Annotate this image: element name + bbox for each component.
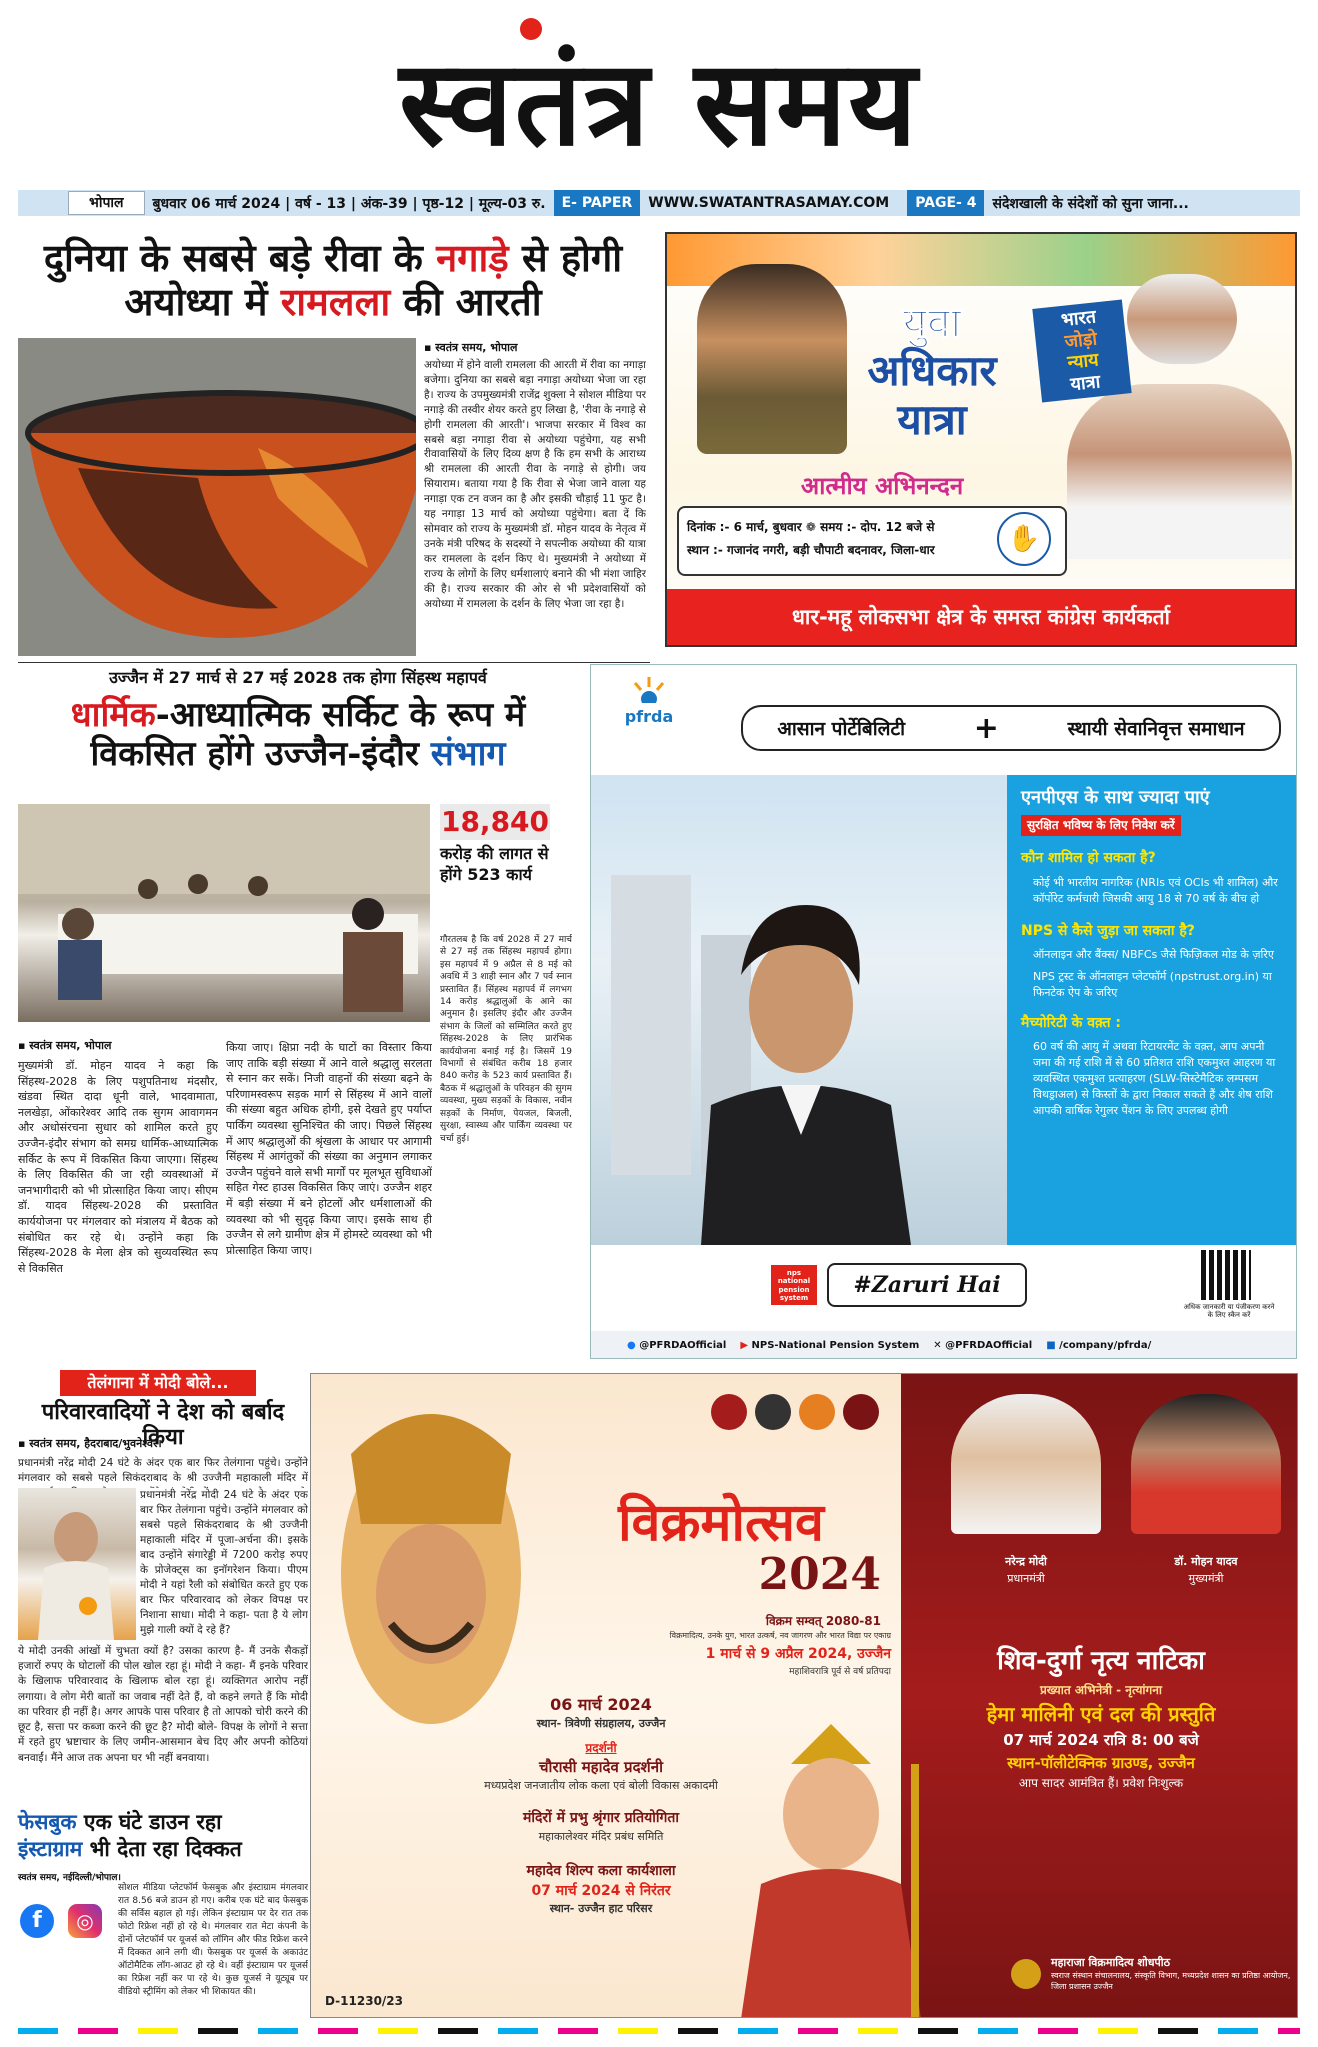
cm-caption: डॉ. मोहन यादव मुख्यमंत्री bbox=[1174, 1555, 1238, 1585]
story2-sidebar: गौरतलब है कि वर्ष 2028 में 27 मार्च से 27 मई तक सिंहस्थ महापर्व होगा। इस महापर्व में 9 अप्रैल से 8 मई को अवधि में 3 शाही स्नान और 7 पर्व स्नान प्रस्तावित हैं। सिंहस्थ महापर्व में लगभग 14 करोड़ श्रद्धालुओं के आने का अनुमान है। इसलिए इंदौर और उज्जैन संभाग के जिलों को सम्मिलित करते हुए सिंहस्थ-2028 के लिए प्रारंभिक कार्ययोजना बनाई गई है। जिसमें 19 विभागों से संबंधित करीब 18 हजार 840 करोड़ के 523 कार्य प्रस्तावित हैं। बैठक में श्रद्धालुओं के परिवहन की सुगम व्यवस्था, मुख्य सड़कों के विकास, नवीन सड़कों के निर्माण, पेयजल, बिजली, सुरक्षा, स्वास्थ्य और पार्किंग व्यवस्था पर चर्चा हुई। bbox=[440, 935, 572, 1144]
nps-a2-1: ऑनलाइन और बैंक्स/ NBFCs जैसे फिज़िकल मोड के ज़रिए bbox=[1033, 947, 1274, 961]
hand-symbol-icon: ✋ bbox=[997, 512, 1051, 566]
story4-headline: फेसबुक एक घंटे डाउन रहा इंस्टाग्राम भी देता रहा दिक्कत bbox=[18, 1809, 242, 1862]
shodhpeeth-logo-icon bbox=[1011, 1959, 1041, 1989]
story2-body-col1: मुख्यमंत्री डॉ. मोहन यादव ने कहा कि सिंहस्थ-2028 के लिए पशुपतिनाथ मंदसौर, खंडवा स्थित दादा धूनी वाले, भादवामाता, नलखेड़ा, ओंकारेश्वर आदि तक सुगम आवागमन और अधोसंरचना सुधार को शामिल करते हुए उज्जैन-इंदौर संभाग को समग्र धार्मिक-आध्यात्मिक सर्किट के रूप में विकसित किया जाएगा। सिंहस्थ के लिए विकसित की जा रही व्यवस्थाओं में जनभागीदारी को भी प्रोत्साहित किया जाए। सीएम डॉ. यादव सिंहस्थ-2028 की प्रस्तावित कार्ययोजना पर मंगलवार को मंत्रालय में बैठक को संबोधित कर रहे थे। उन्होंने कहा कि सिंहस्थ-2028 के मेला क्षेत्र को सुव्यवस्थित रूप से विकसित bbox=[18, 1059, 218, 1275]
color-registration-strip bbox=[18, 2028, 1300, 2034]
story3-headline: परिवारवादियों ने देश को बर्बाद किया bbox=[41, 1399, 285, 1451]
leader-photo-right bbox=[1067, 384, 1292, 559]
logos-row bbox=[711, 1394, 891, 1440]
model-illustration bbox=[591, 775, 1007, 1245]
leader-photo-top-right bbox=[1127, 274, 1237, 364]
info-bar bbox=[18, 190, 1300, 216]
issue-info: बुधवार 06 मार्च 2024 | वर्ष - 13 | अंक-39 | पृष्ठ-12 | मूल्य-03 रु. bbox=[152, 195, 546, 212]
nps-info-panel bbox=[1007, 775, 1297, 1245]
epaper-label[interactable]: E- PAPER bbox=[554, 190, 641, 216]
emblem-icon bbox=[711, 1394, 747, 1430]
story1-headline: दुनिया के सबसे बड़े रीवा के नगाड़े से होगी अयोध्या में रामलला की आरती bbox=[43, 235, 623, 324]
stat-text: करोड़ की लागत से होंगे 523 कार्य bbox=[440, 844, 549, 884]
event-details-box: दिनांक :- 6 मार्च, बुधवार ❁ समय :- दोप. 12 बजे से स्थान :- गजानंद नगरी, बड़ी चौपाटी बदनावर, जिला-धार bbox=[677, 506, 1067, 576]
linkedin-link[interactable]: ■ /company/pfrda/ bbox=[1046, 1339, 1152, 1351]
story4-body: सोशल मीडिया प्लेटफॉर्म फेसबुक और इंस्टाग्राम मंगलवार रात 8.56 बजे डाउन हो गए। करीब एक घंटे बाद फेसबुक की सर्विस बहाल हो गई। लेकिन इंस्टाग्राम पर देर रात तक फोटो रिफ्रेश नहीं हो रहे थे। मंगलवार रात मेटा कंपनी के दोनों प्लेटफॉर्म पर यूजर्स को लॉगिन और फीड रिफ्रेश करने में दिक्कत आने लगी थी। फेसबुक पर यूजर्स के अकाउंट ऑटोमैटिक लॉग-आउट हो रहे थे। वहीं इंस्टाग्राम पर यूजर्स का रिफ्रेश नहीं कर पा रहे थे। कुछ यूजर्स ने यूट्यूब पर वीडियो स्ट्रीमिंग को लेकर भी शिकायत की। bbox=[118, 1883, 308, 1998]
pfrda-logo: pfrda bbox=[621, 675, 677, 725]
pfrda-sun-icon bbox=[629, 675, 669, 703]
festival-dates: 1 मार्च से 9 अप्रैल 2024, उज्जैन bbox=[705, 1646, 891, 1662]
facebook-icon: f bbox=[20, 1904, 54, 1938]
teaser-headline[interactable]: संदेशखाली के संदेशों को सुना जाना... bbox=[992, 195, 1189, 212]
nps-a3: 60 वर्ष की आयु में अथवा रिटायरमेंट के वक़्त, आप अपनी जमा की गई राशि में से 60 प्रतिशत राशि एकमुश्त आहरण या व्यवस्थित एकमुश्त प्रत्याहरण (SLW-सिस्टेमैटिक लम्पसम विथड्राअल) से किस्तों के द्वारा निकाल सकते हैं और शेष राशि आपकी वार्षिक रेगुलर पेंशन के लिए उपलब्ध होगी bbox=[1033, 1040, 1276, 1117]
nps-heading: एनपीएस के साथ ज्यादा पाएं bbox=[1021, 787, 1210, 808]
zaruri-hai-hashtag: #Zaruri Hai bbox=[827, 1263, 1027, 1307]
cm-photo bbox=[1131, 1394, 1281, 1534]
stat-number: 18,840 bbox=[440, 805, 550, 838]
nagada-illustration bbox=[18, 338, 416, 656]
bharat-jodo-badge: भारत जोड़ो न्याय यात्रा bbox=[1032, 300, 1131, 403]
youtube-icon: ▶ bbox=[740, 1339, 749, 1351]
seal-icon bbox=[755, 1394, 791, 1430]
congress-ad bbox=[665, 232, 1297, 647]
x-link[interactable]: ✕ @PFRDAOfficial bbox=[933, 1339, 1033, 1351]
story1-body: अयोध्या में होने वाली रामलला की आरती में रीवा का नगाड़ा बजेगा। दुनिया का सबसे बड़ा नगाड़ा अयोध्या भेजा जा रहा है। राज्य के उपमुख्यमंत्री राजेंद्र शुक्ला ने सोशल मीडिया पर नगाड़े की तस्वीर शेयर करते हुए लिखा है, 'रीवा के नगाड़े से होगी रामलला की आरती'। भाजपा सरकार में विश्व का सबसे बड़ा नगाड़ा रीवा से अयोध्या पहुंचेगा, यह सभी रीवावासियों के लिए दिव्य क्षण है कि हम सभी के आराध्य श्री रामलला की आरती रीवा के नगाड़े से होगी। जय सियाराम। बताया गया है कि रीवा से भेजा जाने वाला यह नगाड़ा एक टन वजन का है और इसकी चौड़ाई 11 फुट है। यह नगाड़ा 13 मार्च को अयोध्या पहुंचेगा। बता दें कि सोमवार को राज्य के मुख्यमंत्री डॉ. मोहन यादव के नेतृत्व में उनके मंत्री परिषद के सदस्यों ने सपत्नीक अयोध्या की यात्रा कर रामलला के दर्शन किए थे। मुख्यमंत्री ने अयोध्या में राज्य के लोगों के लिए धर्मशालाएं बनाने की भी मंशा जाहिर की है। राज्य सरकार की ओर से भी प्रदेशवासियों को अयोध्या में रामलला के दर्शन के लिए भेजा जा रहा है। bbox=[424, 359, 646, 610]
nagada-photo bbox=[18, 338, 416, 656]
story3-byline: ▪ स्वतंत्र समय, हैदराबाद/भुवनेश्वर। bbox=[18, 1437, 162, 1450]
nps-q3: मैच्योरिटी के वक़्त : bbox=[1021, 1014, 1121, 1031]
rally-illustration bbox=[18, 1488, 136, 1640]
pm-caption: नरेन्द्र मोदी प्रधानमंत्री bbox=[1005, 1555, 1047, 1585]
story2-headline: धार्मिक-आध्यात्मिक सर्किट के रूप में विकसित होंगे उज्जैन-इंदौर संभाग bbox=[70, 695, 526, 775]
logo-icon-2 bbox=[843, 1394, 879, 1430]
nps-logo: nps national pension system bbox=[771, 1265, 817, 1305]
youtube-link[interactable]: ▶ NPS-National Pension System bbox=[740, 1339, 920, 1351]
ad-code: D-11230/23 bbox=[325, 1994, 403, 2008]
story3-kicker: तेलंगाना में मोदी बोले... bbox=[60, 1370, 256, 1396]
social-links bbox=[591, 1331, 1296, 1359]
masthead-title: स्वतंत्र समय bbox=[399, 33, 919, 172]
website-link[interactable]: WWW.SWATANTRASAMAY.COM bbox=[648, 195, 890, 211]
festival-dates-sub: महाशिवरात्रि पूर्व से वर्ष प्रतिपदा bbox=[789, 1667, 891, 1677]
facebook-link[interactable]: ● @PFRDAOfficial bbox=[627, 1339, 727, 1351]
facebook-icon: ● bbox=[627, 1339, 636, 1351]
event-list: 06 मार्च 2024 स्थान- त्रिवेणी संग्रहालय, उज्जैन प्रदर्शनी चौरासी महादेव प्रदर्शनी मध्यप्रदेश जनजातीय लोक कला एवं बोली विकास अकादमी मंदिरों में प्रभु श्रृंगार प्रतियोगिता महाकालेश्वर मंदिर प्रबंध समिति महादेव शिल्प कला कार्यशाला 07 मार्च 2024 से निरंतर स्थान- उज्जैन हाट परिसर bbox=[484, 1695, 718, 1916]
nps-subheading: सुरक्षित भविष्य के लिए निवेश करें bbox=[1021, 815, 1181, 836]
instagram-icon: ◎ bbox=[68, 1904, 102, 1938]
story4-byline: स्वतंत्र समय, नईदिल्ली/भोपाल। bbox=[18, 1873, 121, 1883]
pfrda-ad bbox=[590, 664, 1297, 1359]
greeting-text: आत्मीय अभिनन्दन bbox=[800, 471, 964, 500]
story3-body-intro: प्रधानमंत्री नरेंद्र मोदी 24 घंटे के अंदर एक बार फिर तेलंगाना पहुंचे। उन्होंने मंगलवार को सबसे पहले सिकंदराबाद के श्री उज्जैनी महाकाली मंदिर में bbox=[18, 1457, 308, 1485]
modi-rally-photo bbox=[18, 1488, 136, 1640]
story1-byline: ▪ स्वतंत्र समय, भोपाल bbox=[424, 341, 518, 354]
vikram-tagline: विक्रमादित्य, उनके युग, भारत उत्कर्ष, नव जागरण और भारत विद्या पर एकाग्र bbox=[669, 1631, 891, 1640]
logo-icon bbox=[799, 1394, 835, 1430]
organizer: महाराजा विक्रमादित्य शोधपीठ स्वराज संस्थान संचालनालय, संस्कृति विभाग, मध्यप्रदेश शासन का प्रतिष्ठा आयोजन, जिला प्रशासन उज्जैन bbox=[1051, 1956, 1291, 1991]
edition-city: भोपाल bbox=[68, 191, 145, 215]
x-icon: ✕ bbox=[933, 1339, 942, 1351]
meeting-photo bbox=[18, 804, 430, 1022]
qr-code[interactable] bbox=[1201, 1250, 1251, 1300]
page-number: PAGE- 4 bbox=[907, 190, 984, 216]
yatra-title: युवा अधिकार यात्रा bbox=[867, 298, 997, 444]
story3-body: ये मोदी उनकी आंखों में चुभता क्यों है? उसका कारण है- मैं उनके सैकड़ों हजारों रुपए के घोटालों की पोल खोल रहा हूं। मोदी ने कहा- मैं इनके परिवार के खिलाफ परिवारवाद के खिलाफ बोल रहा हूं। व्यक्तिगत आरोप नहीं लगाया। वे लोग मेरी बातों का जवाब नहीं देते हैं, वो कहने लगते हैं कि मोदी का परिवार ही नहीं है। अगर आपके पास परिवार है तो आपको चोरी करने की छूट है, सत्ता पर कब्जा करने की छूट है? मोदी बोले- विपक्ष के लोगों ने सत्ता में रहते हुए भ्रष्टाचार के लिए जमीन-आसमान बेच दिए और अपनी कोठियां बनवाईं। मैंने आज तक अपना घर भी नहीं बनवाया। bbox=[18, 1645, 308, 1764]
congress-footer: धार-महू लोकसभा क्षेत्र के समस्त कांग्रेस कार्यकर्ता bbox=[667, 589, 1295, 645]
story2-body-col2: किया जाए। क्षिप्रा नदी के घाटों का विस्तार किया जाए ताकि बड़ी संख्या में आने वाले श्रद्धालु सरलता से स्नान कर सकें। निजी वाहनों की संख्या बढ़ने के परिणामस्वरूप सड़क मार्ग से सिंहस्थ में आने वालों की संख्या बहुत अधिक होगी, इसे देखते हुए पर्याप्त पार्किंग व्यवस्था सुनिश्चित की जाए। पिछले सिंहस्थ में आए श्रद्धालुओं की श्रृंखला के आधार पर आगामी सिंहस्थ में आगंतुकों की संख्या का अनुमान लगाकर उज्जैन पहुंचने वाले सभी मार्गों पर मूलभूत सुविधाओं सहित गेस्ट हाउस विकसित किए जाएं। उज्जैन शहर में बड़ी संख्या में बने होटलों और धर्मशालाओं की व्यवस्था को भी सुदृढ़ किया जाए। इसके साथ ही उज्जैन से लगे ग्रामीण क्षेत्र में होमस्टे व्यवस्था को भी प्रोत्साहित किया जाए। bbox=[226, 1041, 432, 1257]
meeting-illustration bbox=[18, 804, 430, 1022]
samvat: विक्रम सम्वत् 2080-81 bbox=[765, 1614, 881, 1628]
vikramotsav-title: विक्रमोत्सव 2024 bbox=[618, 1492, 881, 1601]
show-details: शिव-दुर्गा नृत्य नाटिका प्रख्यात अभिनेत्री - नृत्यांगना हेमा मालिनी एवं दल की प्रस्तुति 07 मार्च 2024 रात्रि 8: 00 बजे स्थान-पॉलीटेक्निक ग्राउण्ड, उज्जैन आप सादर आमंत्रित हैं। प्रवेश निःशुल्क bbox=[986, 1646, 1216, 1790]
nps-a2-2: NPS ट्रस्ट के ऑनलाइन प्लेटफॉर्म (npstrust.org.in) या फिनटेक ऐप के जरिए bbox=[1033, 969, 1272, 999]
pfrda-model-photo bbox=[591, 775, 1007, 1245]
nps-a1: कोई भी भारतीय नागरिक (NRIs एवं OCIs भी शामिल) और कॉर्पोरेट कर्मचारी जिसकी आयु 18 से 70 वर्ष के बीच हो bbox=[1033, 875, 1278, 905]
nps-q1: कौन शामिल हो सकता है? bbox=[1021, 850, 1156, 867]
pfrda-banner: आसान पोर्टेबिलिटी + स्थायी सेवानिवृत्त समाधान bbox=[741, 705, 1281, 751]
divider bbox=[18, 662, 650, 663]
story3-body-side: प्रधानमंत्री नरेंद्र मोदी 24 घंटे के अंदर एक बार फिर तेलंगाना पहुंचे। उन्होंने मंगलवार को सबसे पहले सिकंदराबाद के श्री उज्जैनी महाकाली मंदिर में पूजा-अर्चना की। इसके बाद उन्होंने संगारेड्डी में 7200 करोड़ रुपए के प्रोजेक्ट्स का इनॉगरेशन किया। पीएम मोदी ने यहां रैली को संबोधित करते हुए एक बार फिर परिवारवाद को लेकर विपक्ष पर निशाना साधा। मोदी ने कहा- पता है ये लोग मुझे गाली क्यों दे रहे हैं? bbox=[140, 1489, 308, 1636]
leader-photo-left bbox=[697, 264, 847, 454]
vikramotsav-ad bbox=[310, 1373, 1298, 2018]
linkedin-icon: ■ bbox=[1046, 1339, 1056, 1351]
story2-kicker: उज्जैन में 27 मार्च से 27 मई 2028 तक होगा सिंहस्थ महापर्व bbox=[109, 668, 487, 687]
nps-q2: NPS से कैसे जुड़ा जा सकता है? bbox=[1021, 922, 1195, 939]
story2-byline: ▪ स्वतंत्र समय, भोपाल bbox=[18, 1039, 112, 1052]
qr-caption: अधिक जानकारी या पंजीकरण करने के लिए स्कैन करें bbox=[1183, 1303, 1275, 1320]
masthead bbox=[0, 0, 1318, 180]
pm-photo bbox=[951, 1394, 1101, 1534]
